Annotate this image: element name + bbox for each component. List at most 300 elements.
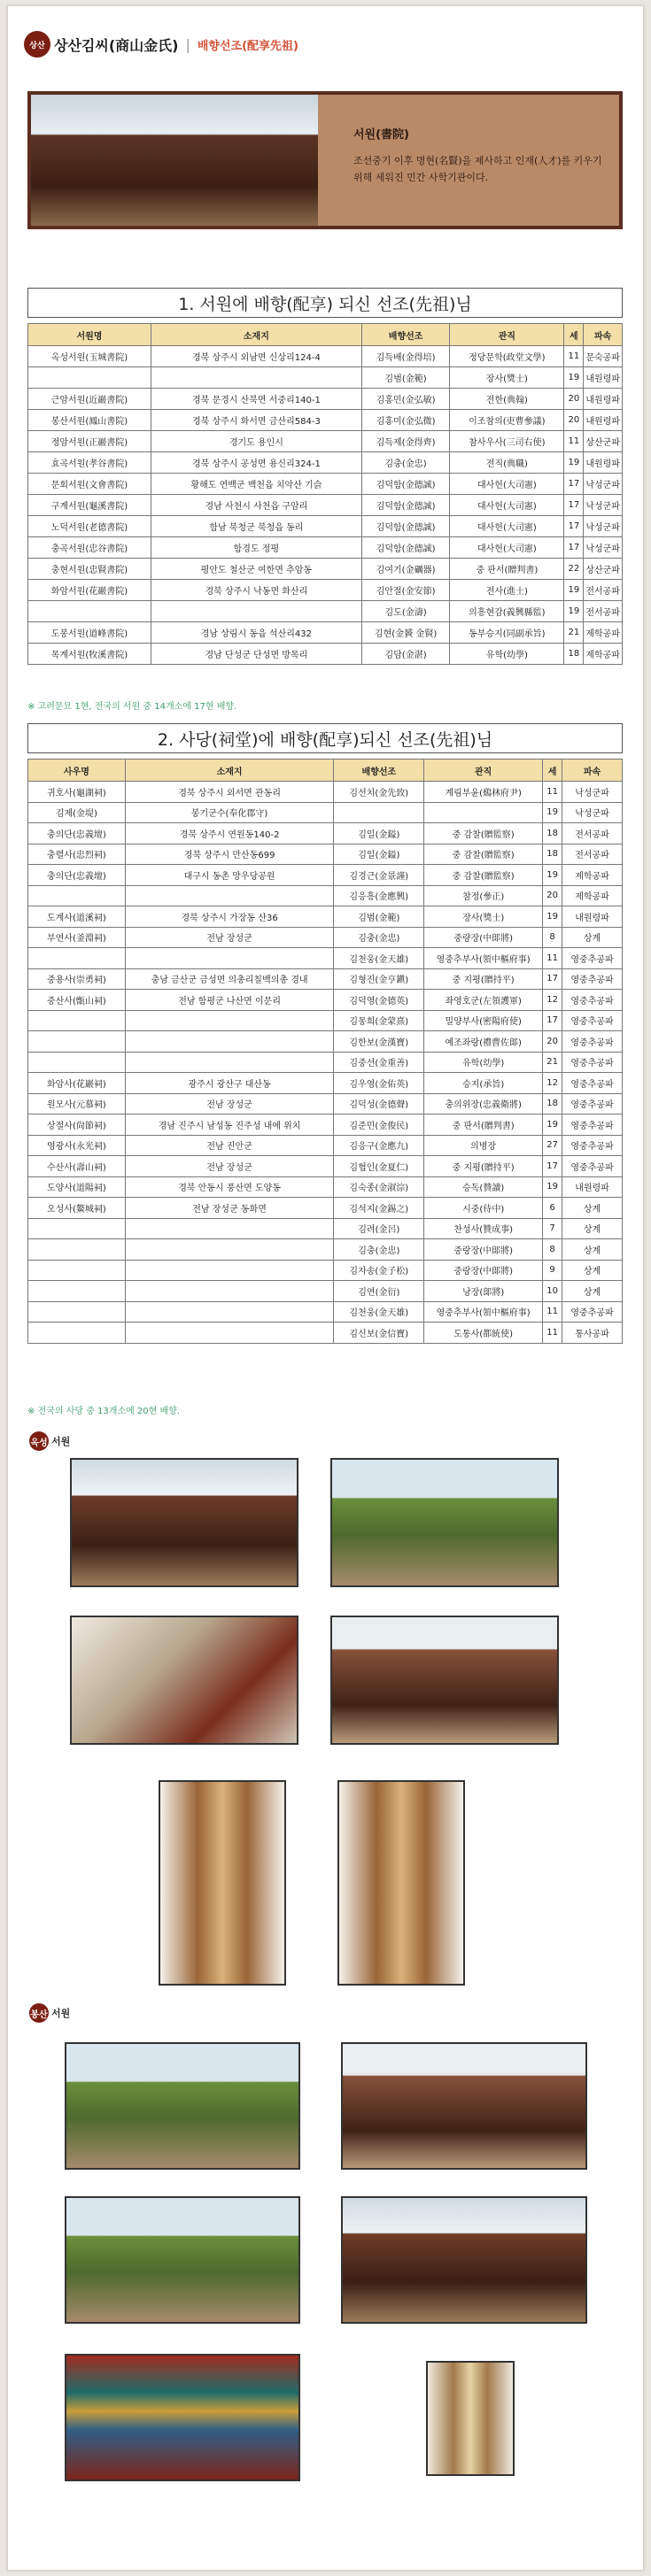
table-cell: 낙성군파 (584, 474, 623, 495)
table-cell (151, 601, 361, 622)
table-cell: 내원령파 (562, 906, 623, 928)
bongsan-tablet-photo (426, 2361, 515, 2476)
table-cell: 김일(金鎰) (334, 823, 424, 845)
table-cell: 김덕함(金德誠) (361, 495, 449, 516)
table-cell: 김한보(金漢寶) (334, 1031, 424, 1053)
table-row (28, 1218, 623, 1239)
table-cell (125, 1031, 334, 1053)
table-cell (28, 367, 151, 389)
table-cell: 11 (564, 431, 584, 452)
table-cell: 도양사(道陽祠) (28, 1176, 126, 1198)
table-cell: 충현서원(忠賢書院) (28, 559, 151, 580)
okseong-label: 서원 (51, 1436, 71, 1447)
table-cell: 19 (543, 865, 562, 886)
table-cell: 18 (543, 1093, 562, 1114)
table-cell: 목계서원(牧溪書院) (28, 644, 151, 665)
table-cell: 11 (543, 782, 562, 803)
table-cell: 19 (564, 580, 584, 601)
table-cell: 21 (543, 1052, 562, 1073)
table-header: 세 (564, 324, 584, 346)
table-row (28, 1156, 623, 1177)
table-cell: 상산군파 (584, 431, 623, 452)
table-cell: 영중추공파 (562, 1093, 623, 1114)
table-cell: 옥성서원(玉城書院) (28, 346, 151, 367)
table-cell: 김준민(金俊民) (334, 1114, 424, 1136)
table-row (28, 823, 623, 845)
table-cell: 중랑장(中郞將) (424, 1260, 543, 1281)
table-cell: 김홍미(金弘微) (361, 410, 449, 431)
table-cell: 의병장 (424, 1135, 543, 1156)
table-row (28, 516, 623, 537)
table-cell: 충남 금산군 금성면 의총리칠백의총 경내 (125, 968, 334, 990)
table-cell: 부연사(釜淵祠) (28, 927, 126, 948)
table-cell: 17 (564, 537, 584, 559)
table-cell (125, 948, 334, 969)
table-cell: 중 감찰(贈監察) (424, 844, 543, 865)
okseong-photo-2 (330, 1458, 559, 1587)
table-cell: 장사(獎士) (424, 906, 543, 928)
table-cell: 상계 (562, 1218, 623, 1239)
table-cell: 찬성사(贊成事) (424, 1218, 543, 1239)
table-cell: 대사헌(大司憲) (450, 537, 564, 559)
table-cell: 20 (543, 1031, 562, 1053)
table-cell: 27 (543, 1135, 562, 1156)
table-cell: 17 (564, 474, 584, 495)
table-cell: 유학(幼學) (450, 644, 564, 665)
table-cell: 김협인(金夏仁) (334, 1156, 424, 1177)
table-cell: 내원령파 (584, 452, 623, 474)
table-cell: 김충(金忠) (334, 1239, 424, 1261)
table-cell: 김석지(金錫之) (334, 1198, 424, 1219)
table-cell (125, 1323, 334, 1344)
table-cell: 상계 (562, 1198, 623, 1219)
table-cell: 유학(幼學) (424, 1052, 543, 1073)
table-cell: 영중추공파 (562, 1135, 623, 1156)
table-cell: 낙성군파 (584, 516, 623, 537)
table-cell (125, 1239, 334, 1261)
table-cell: 20 (564, 410, 584, 431)
table-cell: 함남 북청군 북청읍 동리 (151, 516, 361, 537)
table-cell: 경남 진주시 남성동 진주성 내에 위치 (125, 1114, 334, 1136)
sadang-table (27, 759, 623, 1344)
table-row (28, 346, 623, 367)
table-cell: 전남 함평군 나산면 이문리 (125, 990, 334, 1011)
bongsan-section-tag (29, 2003, 70, 2023)
table-row (28, 580, 623, 601)
table-cell: 영중추공파 (562, 990, 623, 1011)
table-cell: 영중추공파 (562, 1010, 623, 1031)
table-cell: 원모사(元慕祠) (28, 1093, 126, 1114)
table-cell: 19 (543, 1176, 562, 1198)
header-separator: | (185, 35, 190, 53)
table-cell: 21 (564, 622, 584, 644)
table-cell: 제학공파 (584, 622, 623, 644)
table1-note: ※ 고려문묘 1현, 전국의 서원 중 14개소에 17현 배향. (27, 702, 237, 712)
table-cell: 김홍민(金弘敏) (361, 389, 449, 410)
okseong-photo-4 (330, 1616, 559, 1745)
table-row (28, 927, 623, 948)
table-cell: 18 (543, 823, 562, 845)
table-cell: 내원령파 (562, 1176, 623, 1198)
table-cell: 상계 (562, 1281, 623, 1302)
table-cell: 경북 상주시 화서면 금산리584-3 (151, 410, 361, 431)
table-cell: 오성사(鰲城祠) (28, 1198, 126, 1219)
table-header: 세 (543, 760, 562, 782)
table-cell: 노덕서원(老德書院) (28, 516, 151, 537)
table-row (28, 1010, 623, 1031)
table-cell: 전서공파 (562, 823, 623, 845)
table-row (28, 1239, 623, 1261)
table1-title: 1. 서원에 배향(配享) 되신 선조(先祖)님 (27, 288, 623, 318)
table-cell: 중랑장(中郞將) (424, 1239, 543, 1261)
table-cell: 김숙종(金淑淙) (334, 1176, 424, 1198)
table-cell: 20 (564, 389, 584, 410)
table-cell (28, 1301, 126, 1323)
table-cell: 충의단(忠義壇) (28, 823, 126, 845)
table-row (28, 1114, 623, 1136)
table-row (28, 367, 623, 389)
table-row (28, 1073, 623, 1094)
table-cell: 김응흥(金應興) (334, 885, 424, 906)
table-header: 소재지 (151, 324, 361, 346)
table-cell: 17 (543, 1010, 562, 1031)
table-cell (424, 802, 543, 823)
table-cell: 내원령파 (584, 410, 623, 431)
table-cell: 의흥현감(義興縣監) (450, 601, 564, 622)
table-cell: 김중선(金重善) (334, 1052, 424, 1073)
table-row (28, 948, 623, 969)
table-cell: 수산사(壽山祠) (28, 1156, 126, 1177)
table-cell (28, 1010, 126, 1031)
table-cell: 좌영호군(左領護軍) (424, 990, 543, 1011)
table-cell: 정암서원(正巖書院) (28, 431, 151, 452)
table-cell: 경북 안동시 풍산면 도양동 (125, 1176, 334, 1198)
table-cell: 김덕함(金德誠) (361, 516, 449, 537)
table-cell: 중용사(崇勇祠) (28, 968, 126, 990)
table-header: 파속 (562, 760, 623, 782)
bongsan-label: 서원 (51, 2008, 71, 2019)
table-cell: 12 (543, 990, 562, 1011)
table-row (28, 452, 623, 474)
table-row (28, 968, 623, 990)
table-row (28, 990, 623, 1011)
table-cell: 전남 진안군 (125, 1135, 334, 1156)
table-cell: 19 (564, 601, 584, 622)
table-cell: 영중추부사(領中樞府事) (424, 948, 543, 969)
table-cell: 17 (543, 968, 562, 990)
table2-title: 2. 사당(祠堂)에 배향(配享)되신 선조(先祖)님 (27, 723, 623, 753)
table-cell: 19 (543, 802, 562, 823)
table-cell: 김충(金忠) (361, 452, 449, 474)
table-cell: 전사(進士) (450, 580, 564, 601)
table-cell (28, 1052, 126, 1073)
table-row (28, 474, 623, 495)
table-cell (28, 1031, 126, 1053)
table-cell: 경북 상주시 외서면 관동리 (125, 782, 334, 803)
table-cell: 중량장(中郞將) (424, 927, 543, 948)
table-cell: 경북 상주시 외남면 신상리124-4 (151, 346, 361, 367)
table-cell: 김덕영(金德英) (334, 990, 424, 1011)
page-subtitle: 배향선조(配享先祖) (197, 39, 298, 53)
table-cell: 중 판서(贈判書) (424, 1114, 543, 1136)
table-cell: 김천웅(金天雄) (334, 948, 424, 969)
table-cell: 영중추공파 (562, 1052, 623, 1073)
table-cell: 경남 단성군 단성면 방목리 (151, 644, 361, 665)
okseong-section-tag (29, 1431, 70, 1451)
table-cell: 문회서원(文會書院) (28, 474, 151, 495)
table-cell: 평안도 철산군 여한면 추암동 (151, 559, 361, 580)
table-cell: 경북 상주시 연원동140-2 (125, 823, 334, 845)
table-cell: 김덕성(金德聲) (334, 1093, 424, 1114)
table-cell: 8 (543, 927, 562, 948)
table-cell: 7 (543, 1218, 562, 1239)
table-cell: 충의단(忠義壇) (28, 865, 126, 886)
table-row (28, 1135, 623, 1156)
table-header: 관직 (424, 760, 543, 782)
table-cell: 김경근(金景謹) (334, 865, 424, 886)
table-cell: 김천웅(金天雄) (334, 1301, 424, 1323)
table-cell: 효곡서원(孝谷書院) (28, 452, 151, 474)
okseong-badge: 옥성 (29, 1431, 49, 1451)
table-row (28, 1031, 623, 1053)
table-cell: 김덕함(金德誠) (361, 537, 449, 559)
table-cell: 전서공파 (584, 601, 623, 622)
okseong-tablet-photo-1 (159, 1780, 286, 1986)
seowon-banner-text (318, 95, 619, 226)
table-cell: 김신보(金信寶) (334, 1323, 424, 1344)
table-cell: 22 (564, 559, 584, 580)
seowon-table (27, 323, 623, 665)
table-cell (28, 1260, 126, 1281)
table-cell: 김여기(金礪器) (361, 559, 449, 580)
table-cell: 10 (543, 1281, 562, 1302)
table-cell: 김담(金湛) (361, 644, 449, 665)
table-cell: 상계 (562, 1260, 623, 1281)
table-cell: 김선치(金先致) (334, 782, 424, 803)
table-cell: 중 감찰(贈監察) (424, 865, 543, 886)
table-cell: 상계 (562, 927, 623, 948)
table-cell: 11 (543, 1301, 562, 1323)
table-cell: 김우영(金佑英) (334, 1073, 424, 1094)
table-row (28, 410, 623, 431)
table-cell: 근암서원(近巖書院) (28, 389, 151, 410)
table-cell: 참정(參正) (424, 885, 543, 906)
table-row (28, 559, 623, 580)
table-cell: 영중추부사(領中樞府事) (424, 1301, 543, 1323)
table-cell (28, 1281, 126, 1302)
table-row (28, 844, 623, 865)
table-cell (125, 1281, 334, 1302)
table-row (28, 906, 623, 928)
table-cell: 통사공파 (562, 1323, 623, 1344)
table-cell: 경남 사천시 사천읍 구암리 (151, 495, 361, 516)
table-cell: 김범(金範) (361, 367, 449, 389)
table-header: 관직 (450, 324, 564, 346)
table-cell: 충의위장(忠義衛將) (424, 1093, 543, 1114)
table-cell (125, 885, 334, 906)
table-cell: 김형진(金亨鎭) (334, 968, 424, 990)
table-cell: 도통사(都統使) (424, 1323, 543, 1344)
page (7, 5, 644, 2571)
table-cell: 전남 장성군 (125, 1093, 334, 1114)
table-cell (151, 367, 361, 389)
table-cell: 예조좌랑(禮曹佐郞) (424, 1031, 543, 1053)
table-cell: 동부승지(同副承旨) (450, 622, 564, 644)
table-row (28, 1052, 623, 1073)
table-header: 배향선조 (361, 324, 449, 346)
table-cell: 중 감찰(贈監察) (424, 823, 543, 845)
table-cell: 17 (564, 516, 584, 537)
table-cell (125, 1301, 334, 1323)
table-cell: 도계사(道溪祠) (28, 906, 126, 928)
table-cell (28, 1218, 126, 1239)
table-cell: 충곡서원(忠谷書院) (28, 537, 151, 559)
table-cell: 김려(金呂) (334, 1218, 424, 1239)
table-cell: 제학공파 (562, 865, 623, 886)
table-cell: 상산군파 (584, 559, 623, 580)
table-row (28, 537, 623, 559)
table-cell (28, 1323, 126, 1344)
table-cell: 6 (543, 1198, 562, 1219)
table-header: 배향선조 (334, 760, 424, 782)
table-cell: 충렬사(忠烈祠) (28, 844, 126, 865)
table-cell: 승독(贊讀) (424, 1176, 543, 1198)
table-cell: 상절사(尙節祠) (28, 1114, 126, 1136)
table-row (28, 782, 623, 803)
table-cell: 영중추공파 (562, 948, 623, 969)
table-cell: 화암서원(花巖書院) (28, 580, 151, 601)
table-row (28, 1281, 623, 1302)
table-cell (125, 1010, 334, 1031)
table-cell: 제학공파 (562, 885, 623, 906)
banner-title: 서원(書院) (353, 128, 409, 142)
table-cell: 전남 장성군 동화면 (125, 1198, 334, 1219)
table-cell: 정당문학(政堂文學) (450, 346, 564, 367)
table-cell: 영중추공파 (562, 968, 623, 990)
table-cell: 경북 문경시 산북면 서중리140-1 (151, 389, 361, 410)
table-cell: 봉산서원(鳳山書院) (28, 410, 151, 431)
table-row (28, 1260, 623, 1281)
table-cell: 영중추공파 (562, 1073, 623, 1094)
table-cell: 18 (543, 844, 562, 865)
table-cell: 제학공파 (584, 644, 623, 665)
table-row (28, 802, 623, 823)
bongsan-gate-photo (65, 2354, 300, 2481)
table-cell (28, 601, 151, 622)
table-cell: 대사헌(大司憲) (450, 516, 564, 537)
table-cell: 19 (543, 906, 562, 928)
table-cell: 낙성군파 (584, 495, 623, 516)
table-cell: 내원령파 (584, 389, 623, 410)
table-cell: 밀양부사(密陽府使) (424, 1010, 543, 1031)
table-cell: 8 (543, 1239, 562, 1261)
table-cell: 김범(金範) (334, 906, 424, 928)
table-cell: 도봉서원(道峰書院) (28, 622, 151, 644)
table-row (28, 1323, 623, 1344)
table-cell: 11 (543, 948, 562, 969)
table-cell: 17 (543, 1156, 562, 1177)
table-cell: 19 (564, 452, 584, 474)
table-cell (28, 885, 126, 906)
table-cell: 17 (564, 495, 584, 516)
table-cell: 김일(金鎰) (334, 844, 424, 865)
table-cell: 중산사(甑山祠) (28, 990, 126, 1011)
table-cell: 대사헌(大司憲) (450, 495, 564, 516)
table-header: 사우명 (28, 760, 126, 782)
table-cell: 김자송(金子松) (334, 1260, 424, 1281)
table-cell: 화암사(花巖祠) (28, 1073, 126, 1094)
table-cell: 대구시 동촌 망우당공원 (125, 865, 334, 886)
banner-description: 조선중기 이후 명현(名賢)을 제사하고 인재(人才)를 키우기 위해 세워진 민간 사학기관이다. (353, 155, 602, 183)
table-cell: 김도(金濤) (361, 601, 449, 622)
table-cell: 경북 상주시 만산동699 (125, 844, 334, 865)
table-cell: 구계서원(龜溪書院) (28, 495, 151, 516)
table-cell: 경북 상주시 가장동 산36 (125, 906, 334, 928)
table-cell: 경남 상림시 동읍 석산리432 (151, 622, 361, 644)
table-cell: 문숙공파 (584, 346, 623, 367)
table-cell: 김제(金堤) (28, 802, 126, 823)
table-cell: 낙성군파 (584, 537, 623, 559)
table-row (28, 601, 623, 622)
table-cell (125, 1218, 334, 1239)
table-cell: 경북 상주시 낙동면 화산리 (151, 580, 361, 601)
table-row (28, 885, 623, 906)
table-row (28, 1301, 623, 1323)
table-cell (334, 802, 424, 823)
table-row (28, 1176, 623, 1198)
page-header (24, 29, 298, 59)
bongsan-photo-2 (341, 2042, 587, 2170)
table-cell: 시중(侍中) (424, 1198, 543, 1219)
table-cell: 경북 상주시 공성면 용신리324-1 (151, 452, 361, 474)
table-header: 파속 (584, 324, 623, 346)
table-row (28, 495, 623, 516)
seowon-banner (27, 91, 623, 229)
table-cell: 전서공파 (562, 844, 623, 865)
table-cell: 김안절(金安節) (361, 580, 449, 601)
table-cell: 19 (543, 1114, 562, 1136)
table-cell: 전남 장성군 (125, 1156, 334, 1177)
table-cell: 함경도 정평 (151, 537, 361, 559)
table-cell: 이조참의(吏曹參議) (450, 410, 564, 431)
table-cell (28, 948, 126, 969)
clan-emblem-icon: 상산 (24, 31, 50, 58)
table-cell: 대사헌(大司憲) (450, 474, 564, 495)
table-row (28, 1093, 623, 1114)
table-cell: 내원령파 (584, 367, 623, 389)
table-cell: 김덕함(金德誠) (361, 474, 449, 495)
table-cell: 영중추공파 (562, 1301, 623, 1323)
table-cell: 중 지평(贈持平) (424, 968, 543, 990)
seowon-banner-photo (31, 95, 318, 226)
okseong-photo-1 (70, 1458, 298, 1587)
table-cell: 12 (543, 1073, 562, 1094)
table-cell: 영광사(永光祠) (28, 1135, 126, 1156)
table-cell: 김충(金忠) (334, 927, 424, 948)
table-cell: 김득제(金得齊) (361, 431, 449, 452)
table-cell: 전서공파 (584, 580, 623, 601)
table-cell: 전직(典職) (450, 452, 564, 474)
table-row (28, 622, 623, 644)
table-cell: 전한(典翰) (450, 389, 564, 410)
table-cell: 장사(獎士) (450, 367, 564, 389)
bongsan-photo-1 (65, 2042, 300, 2170)
bongsan-photo-4 (341, 2196, 587, 2324)
table-cell: 김몽희(金蒙熹) (334, 1010, 424, 1031)
bongsan-badge: 봉산 (29, 2003, 49, 2023)
table-cell: 김득배(金得培) (361, 346, 449, 367)
table-cell: 19 (564, 367, 584, 389)
